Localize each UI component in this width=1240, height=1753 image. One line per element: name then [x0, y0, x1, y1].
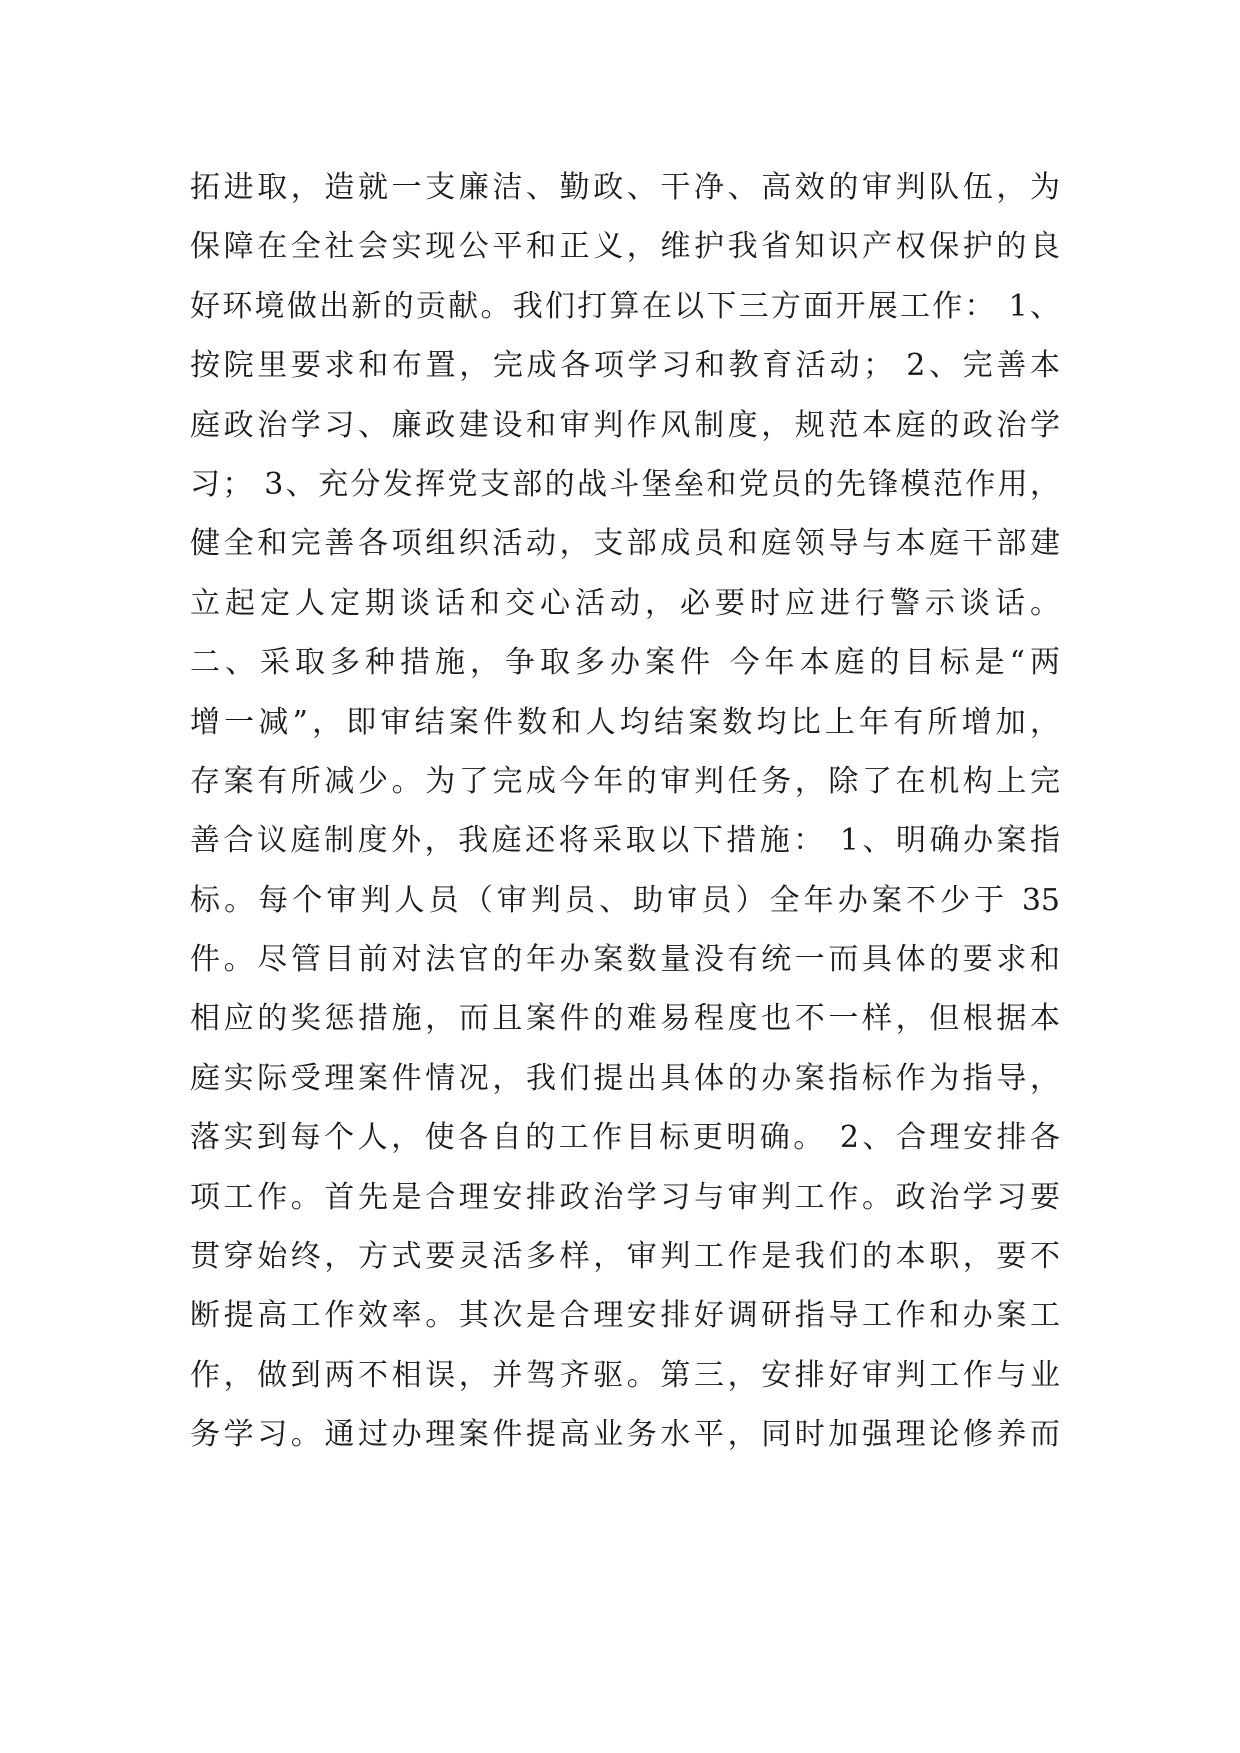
text-line: 按院里要求和布置，完成各项学习和教育活动； 2、完善本	[190, 348, 1060, 384]
text-line: 健全和完善各项组织活动，支部成员和庭领导与本庭干部建	[190, 526, 1060, 562]
text-line: 存案有所减少。为了完成今年的审判任务，除了在机构上完	[190, 763, 1060, 799]
text-line: 贯穿始终，方式要灵活多样，审判工作是我们的本职，要不	[190, 1239, 1060, 1275]
text-line: 保障在全社会实现公平和正义，维护我省知识产权保护的良	[190, 229, 1060, 265]
text-line: 增一减”，即审结案件数和人均结案数均比上年有所增加，	[190, 704, 1060, 740]
text-line: 拓进取，造就一支廉洁、勤政、干净、高效的审判队伍，为	[190, 170, 1060, 205]
text-line: 落实到每个人，使各自的工作目标更明确。 2、合理安排各	[190, 1120, 1060, 1156]
text-line: 断提高工作效率。其次是合理安排好调研指导工作和办案工	[190, 1298, 1060, 1334]
text-line: 立起定人定期谈话和交心活动，必要时应进行警示谈话。	[190, 585, 1060, 621]
text-line: 二、采取多种措施，争取多办案件 今年本庭的目标是“两	[190, 645, 1060, 681]
text-line: 务学习。通过办理案件提高业务水平，同时加强理论修养而	[190, 1417, 1060, 1453]
text-line: 项工作。首先是合理安排政治学习与审判工作。政治学习要	[190, 1179, 1060, 1215]
text-line: 习； 3、充分发挥党支部的战斗堡垒和党员的先锋模范作用，	[190, 466, 1060, 502]
text-line: 标。每个审判人员（审判员、助审员）全年办案不少于 35	[190, 882, 1060, 918]
body-text	[190, 158, 1060, 1465]
text-line: 相应的奖惩措施，而且案件的难易程度也不一样，但根据本	[190, 1001, 1060, 1037]
text-line: 善合议庭制度外，我庭还将采取以下措施： 1、明确办案指	[190, 823, 1060, 859]
text-line: 作，做到两不相误，并驾齐驱。第三，安排好审判工作与业	[190, 1357, 1060, 1393]
text-line: 庭实际受理案件情况，我们提出具体的办案指标作为指导，	[190, 1060, 1060, 1096]
text-line: 庭政治学习、廉政建设和审判作风制度，规范本庭的政治学	[190, 407, 1060, 443]
text-line: 好环境做出新的贡献。我们打算在以下三方面开展工作： 1、	[190, 288, 1060, 324]
text-line: 件。尽管目前对法官的年办案数量没有统一而具体的要求和	[190, 942, 1060, 978]
